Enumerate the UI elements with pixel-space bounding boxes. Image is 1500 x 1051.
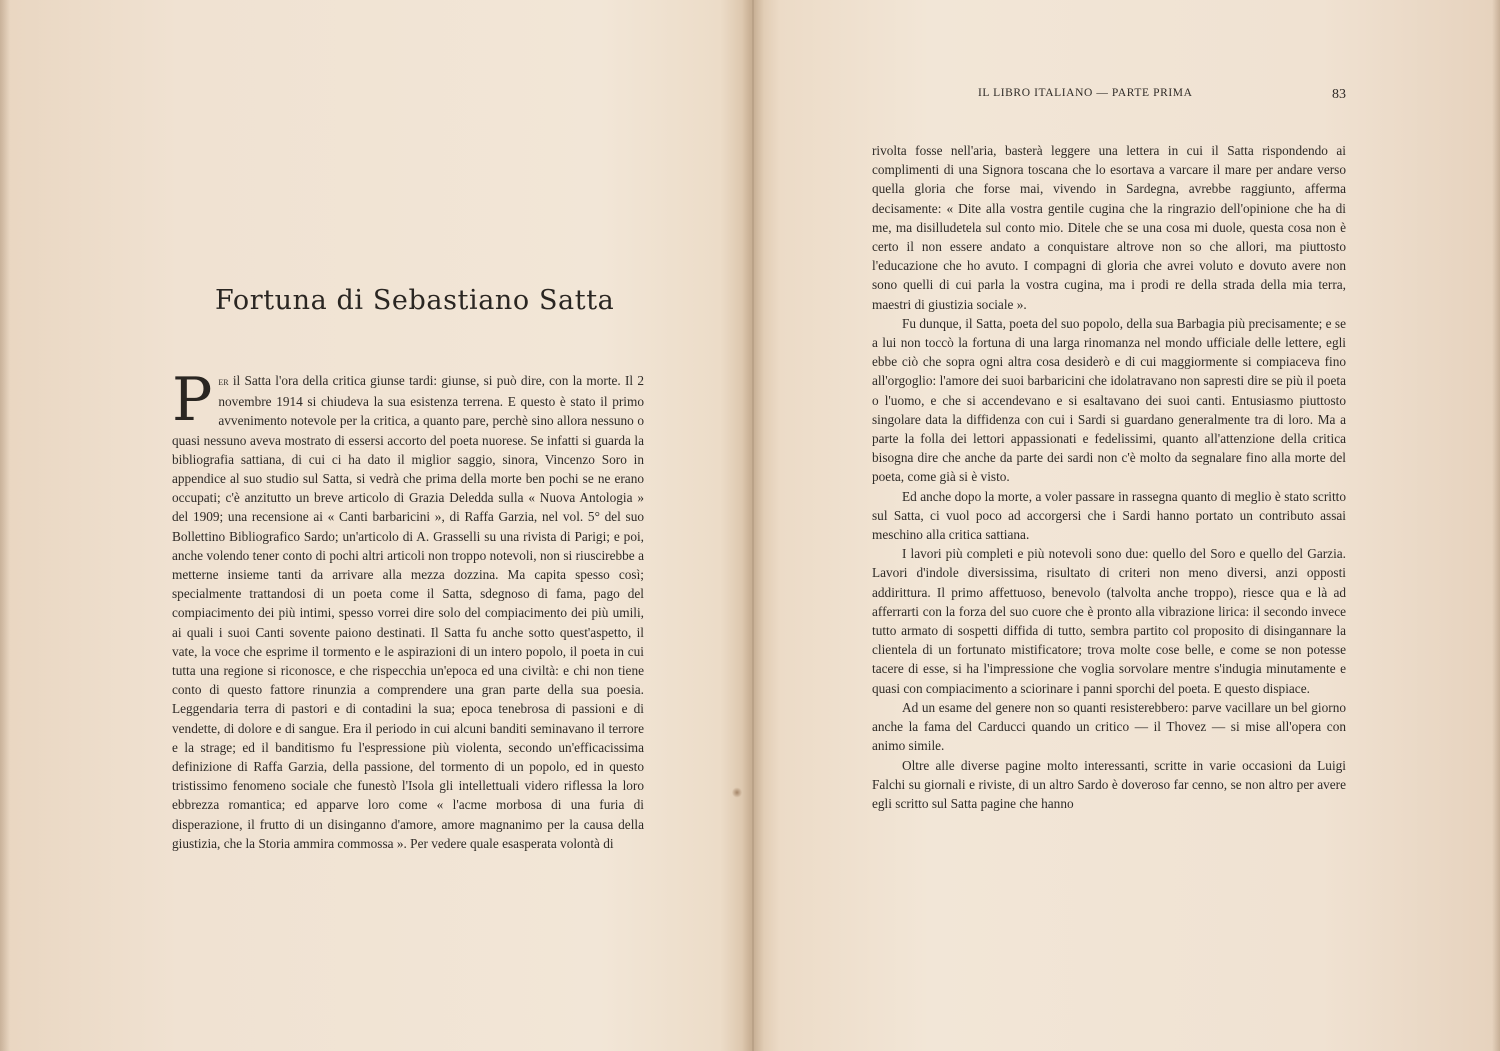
- right-page-body: [872, 141, 1346, 813]
- page-number: 83: [1332, 87, 1346, 102]
- paragraph: Ad un esame del genere non so quanti resisterebbero: parve vacillare un bel giorno anche la fama del Carducci quando un critico — il Thovez — si mise all'opera con animo simile.: [872, 699, 1346, 754]
- paragraph: Fu dunque, il Satta, poeta del suo popolo, della sua Barbagia più precisamente; e se a lui non toccò la fortuna di una larga rinomanza nel mondo ufficiale delle lettere, egli ebbe ciò che sopra ogni altra cosa desiderò e di cui maggiormente si compiaceva fino all'orgoglio: l'amore dei suoi barbaricini che idolatravano non sapresti dire se più il poeta o l'uomo, e che si accendevano e si esaltavano dei suoi canti. Entusiasmo piuttosto singolare data la diffidenza con cui i Sardi si guardano generalmente tra di loro. Ma a parte la folla dei lettori appassionati e fedelissimi, quanto all'attenzione della critica bisogna dire che anche da parte dei sardi non c'è molto da segnalare fino alla morte del poeta, come già si è visto.: [872, 315, 1346, 485]
- paragraph: Oltre alle diverse pagine molto interessanti, scritte in varie occasioni da Luigi Falchi su giornali e riviste, di un altro Sardo è doveroso far cenno, se non altro per avere egli scritto sul Satta pagine che hanno: [872, 757, 1346, 811]
- article-title: Fortuna di Sebastiano Satta: [215, 285, 615, 316]
- left-body-text: il Satta l'ora della critica giunse tardi: giunse, si può dire, con la morte. Il 2 novembre 1914 si chiudeva la sua esistenza terrena. E questo è stato il primo avvenimento notevole per la critica, a quanto pare, perchè sino allora nessuno o quasi nessuno aveva mostrato di essersi accorto del poeta nuorese. Se infatti si guarda la bibliografia sattiana, di cui ci ha dato il miglior saggio, sinora, Vincenzo Soro in appendice al suo studio sul Satta, si vedrà che prima della morte ben pochi se ne erano occupati; c'è anzitutto un breve articolo di Grazia Deledda sulla « Nuova Antologia » del 1909; una recensione ai « Canti barbaricini », di Raffa Garzia, nel vol. 5° del suo Bollettino Bibliografico Sardo; un'articolo di A. Grasselli su una rivista di Parigi; e poi, anche volendo tener conto di pochi altri articoli non troppo notevoli, non si riuscirebbe a metterne insieme tanti da arrivare alla mezza dozzina. Ma capita spesso così; specialmente trattandosi di un poeta come il Satta, sdegnoso di fama, pago del compiacimento dei più intimi, spesso vorrei dire solo del compiacimento dei più umili, ai quali i suoi Canti sovente paiono destinati. Il Satta fu anche sotto quest'aspetto, il vate, la voce che esprime il tormento e le aspirazioni di un intero popolo, il poeta in cui tutta una regione si riconosce, e che rispecchia un'epoca ed una civiltà: e chi non tiene conto di questo fattore rinunzia a comprendere una gran parte della sua poesia. Leggendaria terra di pastori e di contadini la sua; epoca tenebrosa di passioni e di vendette, di dolore e di sangue. Era il periodo in cui alcuni banditi seminavano il terrore e la strage; ed il banditismo fu l'espressione più violenta, secondo un'efficacissima definizione di Raffa Garzia, della passione, del tormento di un popolo, ed in questo tristissimo fenomeno sociale che funestò l'Isola gli intellettuali videro riflessa la loro ebbrezza romantica; ed apparve loro come « l'acme morbosa di una furia di disperazione, il frutto di un disinganno d'amore, amore magnanimo per la causa della giustizia, che la Storia ammira commossa ». Per vedere quale esasperata volontà di: [172, 373, 644, 851]
- paragraph: Ed anche dopo la morte, a voler passare in rassegna quanto di meglio è stato scritto sul Satta, ci vuol poco ad accorgersi che i Sardi hanno portato un contributo assai meschino alla critica sattiana.: [872, 488, 1346, 543]
- opening-small-caps: er: [218, 376, 229, 388]
- paragraph: rivolta fosse nell'aria, basterà leggere una lettera in cui il Satta rispondendo ai complimenti di una Signora toscana che lo esortava a varcare il mare per andare verso quella gloria che forse mai, vivendo in Sardegna, avrebbe raggiunto, afferma decisamente: « Dite alla vostra gentile cugina che la ringrazio dell'opinione che ha di me, ma disilludetela sul conto mio. Ditele che se una cosa mi duole, questa cosa non è certo il non essere andato a conquistare altrove non so che allori, ma piuttosto l'educazione che ho avuto. I compagni di gloria che avrei voluto e dovuto avere non sono quelli di cui parla la vostra cugina, ma i prodi re della strada della mia terra, maestri di giustizia sociale ».: [872, 143, 1346, 312]
- running-head: IL LIBRO ITALIANO — PARTE PRIMA: [978, 87, 1193, 99]
- drop-cap: P: [172, 365, 213, 435]
- paragraph: I lavori più completi e più notevoli sono due: quello del Soro e quello del Garzia. Lavori d'indole diversissima, risultato di criteri non meno diversi, anzi opposti addirittura. Il primo affettuoso, benevolo (talvolta anche troppo), riesce qua e là ad afferrarti con la forza del suo cuore che è pronto alla vibrazione lirica: il secondo invece tutto armato di sospetti diffida di tutto, sembra partito col proposito di disingannare la clientela di un fortunato mistificatore; trova molte cose belle, e come se non potesse tacere di esse, si ha l'impressione che voglia sorvolare mentre s'indugia minutamente e quasi con compiacimento a sciorinare i panni sporchi del poeta. E questo dispiace.: [872, 546, 1346, 696]
- left-page-body: [172, 365, 644, 853]
